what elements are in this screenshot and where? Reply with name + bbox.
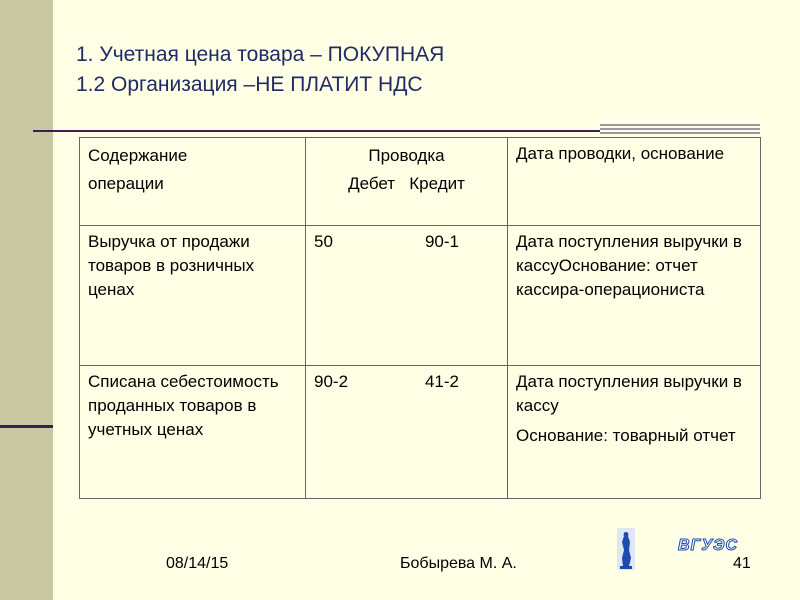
table-header-row [80,138,761,226]
header-date-cell [508,138,761,226]
header-debit: Дебет [348,174,396,193]
header-posting-cell [306,138,508,226]
header-debit-credit [314,172,499,196]
left-bar-divider [0,425,53,428]
header-posting-label: Проводка [368,146,445,165]
logo-text: ВГУЭС [678,537,739,554]
row2-basis [508,366,761,499]
title-line-2: 1.2 Организация –НЕ ПЛАТИТ НДС [76,73,423,96]
title-line-1: 1. Учетная цена товара – ПОКУПНАЯ [76,43,445,66]
row1-credit: 90-1 [424,232,459,251]
slide-title [76,40,444,100]
footer-page-number: 41 [733,555,751,572]
row1-posting [306,226,508,366]
header-operation-cell [80,138,306,226]
footer-date: 08/14/15 [166,555,229,572]
row2-debit: 90-2 [314,372,349,391]
row2-basis-line2: Основание: товарный отчет [516,426,736,445]
header-credit: Кредит [409,174,465,193]
row1-operation: Выручка от продажи товаров в розничных ценах [80,226,306,366]
row2-operation: Списана себестоимость проданных товаров в учетных ценах [80,366,306,499]
left-decorative-bar [0,0,53,600]
posting-table [79,137,761,499]
row1-basis-text: Дата поступления выручки в кассуОснование: отчет кассира-операциониста [516,232,742,299]
header-operation-line2: операции [88,174,164,193]
row2-basis-line1: Дата поступления выручки в кассу [516,372,742,415]
header-operation-line1: Содержание [88,146,188,165]
row1-basis [508,226,761,366]
table-row [80,366,761,499]
statue-logo-icon [617,528,635,570]
row2-credit: 41-2 [424,372,459,391]
table-row [80,226,761,366]
row2-posting [306,366,508,499]
row1-debit: 50 [314,232,333,251]
header-date-label: Дата проводки, основание [516,144,725,163]
rule-striped-block [600,124,760,136]
footer-author: Бобырева М. А. [400,555,517,572]
